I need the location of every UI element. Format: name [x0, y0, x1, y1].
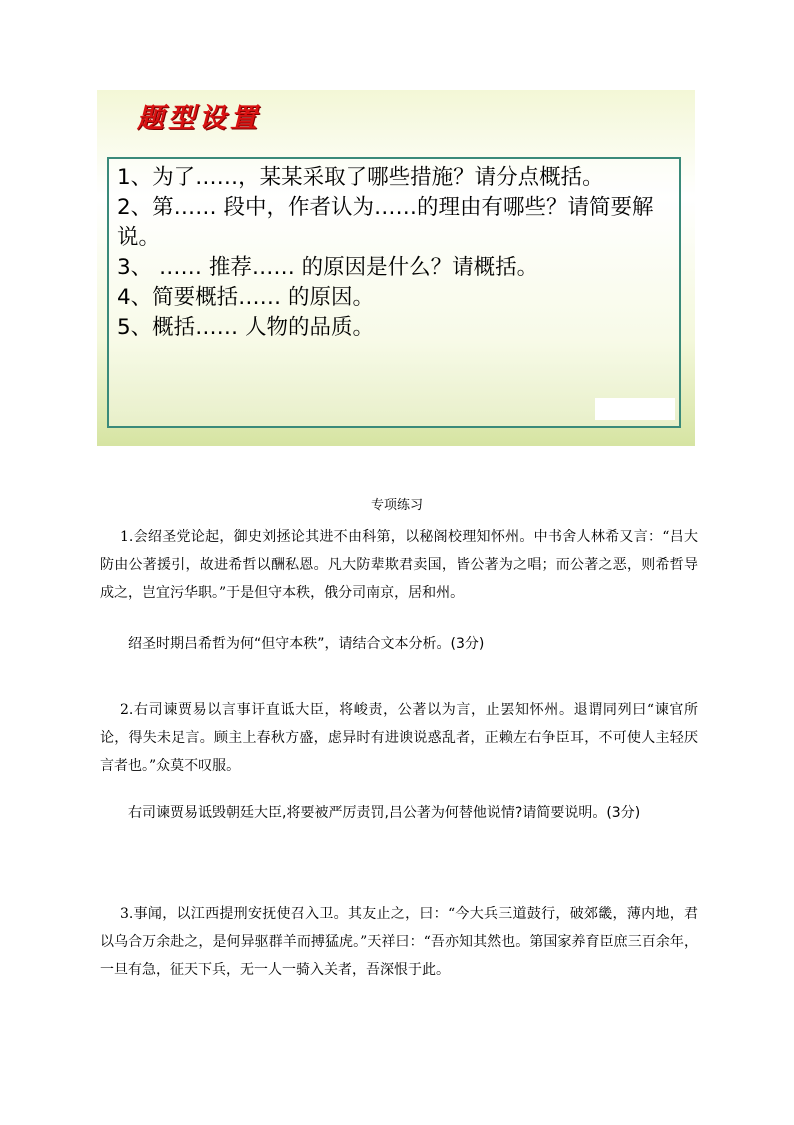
question-type-item: 5、概括…… 人物的品质。 [117, 315, 375, 340]
question-type-item: 1、为了……，某某采取了哪些措施？请分点概括。 [117, 165, 604, 190]
exercise-passage: 1.会绍圣党论起，御史刘拯论其进不由科第，以秘阁校理知怀州。中书舍人林希又言：“吕大防由公著援引，故进希哲以酬私恩。凡大防辈欺君卖国，皆公著为之唱；而公著之恶，则希哲导成之，岂宜污华职。”于是但守本秩，俄分司南京，居和州。 [100, 529, 698, 601]
slide-title: 题型设置 [137, 103, 261, 134]
slide-image [97, 90, 695, 446]
question-type-item: 3、 …… 推荐…… 的原因是什么？请概括。 [117, 255, 539, 280]
exercise-passage: 3.事闻，以江西提刑安抚使召入卫。其友止之，曰：“今大兵三道鼓行，破郊畿，薄内地，君以乌合万余赴之，是何异驱群羊而搏猛虎。”天祥曰：“吾亦知其然也。第国家养育臣庶三百余年，一旦有急，征天下兵，无一人一骑入关者，吾深恨于此。 [100, 906, 698, 978]
exercise-question: 绍圣时期吕希哲为何“但守本秩”，请结合文本分析。(3分) [128, 636, 485, 652]
question-type-item: 2、第…… 段中，作者认为……的理由有哪些？请简要解说。 [117, 195, 654, 250]
question-type-item: 4、简要概括…… 的原因。 [117, 285, 375, 310]
question-type-list [117, 163, 679, 343]
exercise-passage: 2.右司谏贾易以言事讦直诋大臣，将峻责，公著以为言，止罢知怀州。退谓同列曰“谏官所论，得失未足言。顾主上春秋方盛，虑异时有进谀说惑乱者，正赖左右争臣耳，不可使人主轻厌言者也。”众莫不叹服。 [100, 702, 698, 774]
question-types-box [107, 157, 681, 428]
section-heading: 专项练习 [370, 498, 423, 513]
slide-corner-patch [595, 398, 675, 420]
exercise-question: 右司谏贾易诋毁朝廷大臣,将要被严厉责罚,吕公著为何替他说情?请简要说明。(3分) [128, 805, 641, 821]
